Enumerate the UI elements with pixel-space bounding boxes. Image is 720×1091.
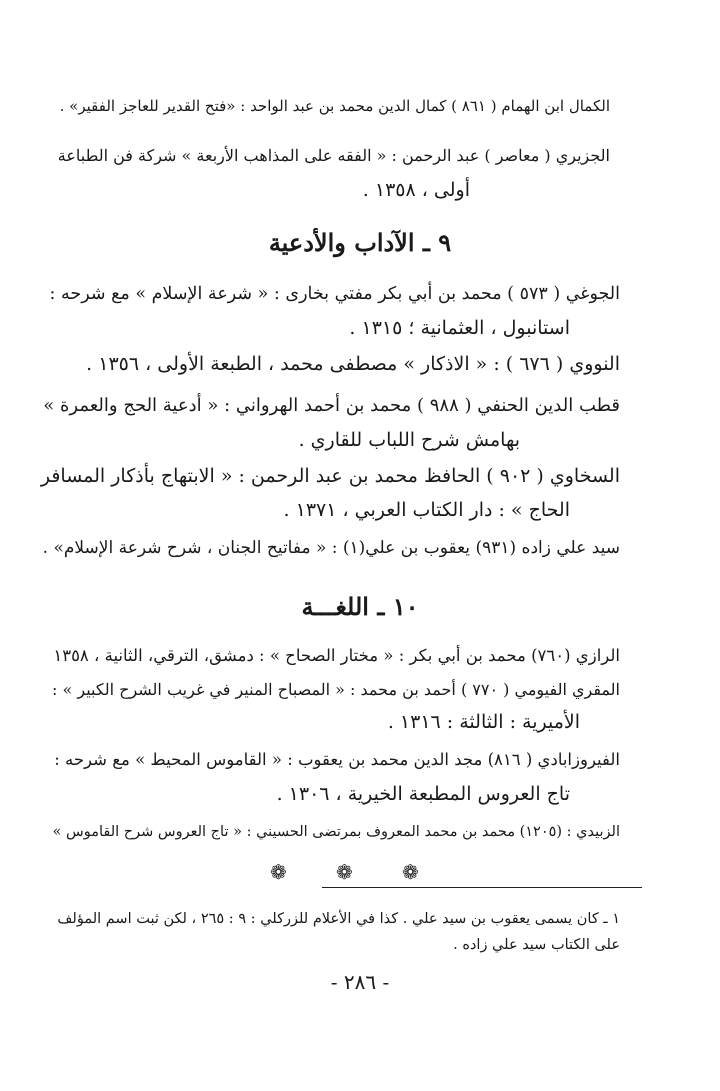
- entry-line: تاج العروس المطبعة الخيرية ، ١٣٠٦ .: [276, 783, 570, 805]
- entry-line: أولى ، ١٣٥٨ .: [362, 179, 470, 201]
- ornament-star-icon: ❁: [336, 860, 353, 884]
- entry-line: الكمال ابن الهمام ( ٨٦١ ) كمال الدين محمد بن عبد الواحد : «فتح القدير للعاجز الفقير» .: [59, 97, 610, 115]
- ornament-star-icon: ❁: [402, 860, 419, 884]
- section-heading: ١٠ ـ اللغـــة: [301, 592, 419, 621]
- entry-line: الرازي (٧٦٠) محمد بن أبي بكر : « مختار الصحاح » : دمشق، الترقي، الثانية ، ١٣٥٨: [53, 646, 620, 665]
- entry-line: استانبول ، العثمانية ؛ ١٣١٥ .: [349, 317, 570, 339]
- footnote-rule: [322, 887, 642, 888]
- entry-line: الحاج » : دار الكتاب العربي ، ١٣٧١ .: [283, 499, 570, 521]
- footnote-line: ١ ـ كان يسمى يعقوب بن سيد علي . كذا في الأعلام للزركلي : ٩ : ٢٦٥ ، لكن ثبت اسم المؤلف: [57, 911, 620, 927]
- section-separator: [268, 862, 428, 882]
- ornament-star-icon: ❁: [270, 860, 287, 884]
- entry-line: النووي ( ٦٧٦ ) : « الاذكار » مصطفى محمد ، الطبعة الأولى ، ١٣٥٦ .: [86, 353, 620, 375]
- entry-line: الزبيدي : (١٢٠٥) محمد بن محمد المعروف بمرتضى الحسيني : « تاج العروس شرح القاموس »: [52, 824, 620, 840]
- entry-line: سيد علي زاده (٩٣١) يعقوب بن علي(١) : « مفاتيح الجنان ، شرح شرعة الإسلام» .: [42, 538, 620, 558]
- page-number: - ٢٨٦ -: [330, 970, 390, 994]
- entry-line: بهامش شرح اللباب للقاري .: [298, 429, 520, 451]
- entry-line: قطب الدين الحنفي ( ٩٨٨ ) محمد بن أحمد الهرواني : « أدعية الحج والعمرة »: [43, 395, 620, 416]
- entry-line: الجزيري ( معاصر ) عبد الرحمن : « الفقه على المذاهب الأربعة » شركة فن الطباعة: [57, 146, 610, 165]
- section-heading: ٩ ـ الآداب والأدعية: [268, 228, 452, 257]
- entry-line: الجوغي ( ٥٧٣ ) محمد بن أبي بكر مفتي بخارى : « شرعة الإسلام » مع شرحه :: [49, 284, 620, 304]
- entry-line: المقري الفيومي ( ٧٧٠ ) أحمد بن محمد : « المصباح المنير في غريب الشرح الكبير » :: [52, 680, 620, 699]
- entry-line: الفيروزابادي ( ٨١٦) مجد الدين محمد بن يعقوب : « القاموس المحيط » مع شرحه :: [54, 750, 620, 769]
- footnote-line: على الكتاب سيد علي زاده .: [453, 937, 620, 953]
- entry-line: الأميرية : الثالثة : ١٣١٦ .: [387, 711, 580, 733]
- entry-line: السخاوي ( ٩٠٢ ) الحافظ محمد بن عبد الرحمن : « الابتهاج بأذكار المسافر: [40, 465, 620, 487]
